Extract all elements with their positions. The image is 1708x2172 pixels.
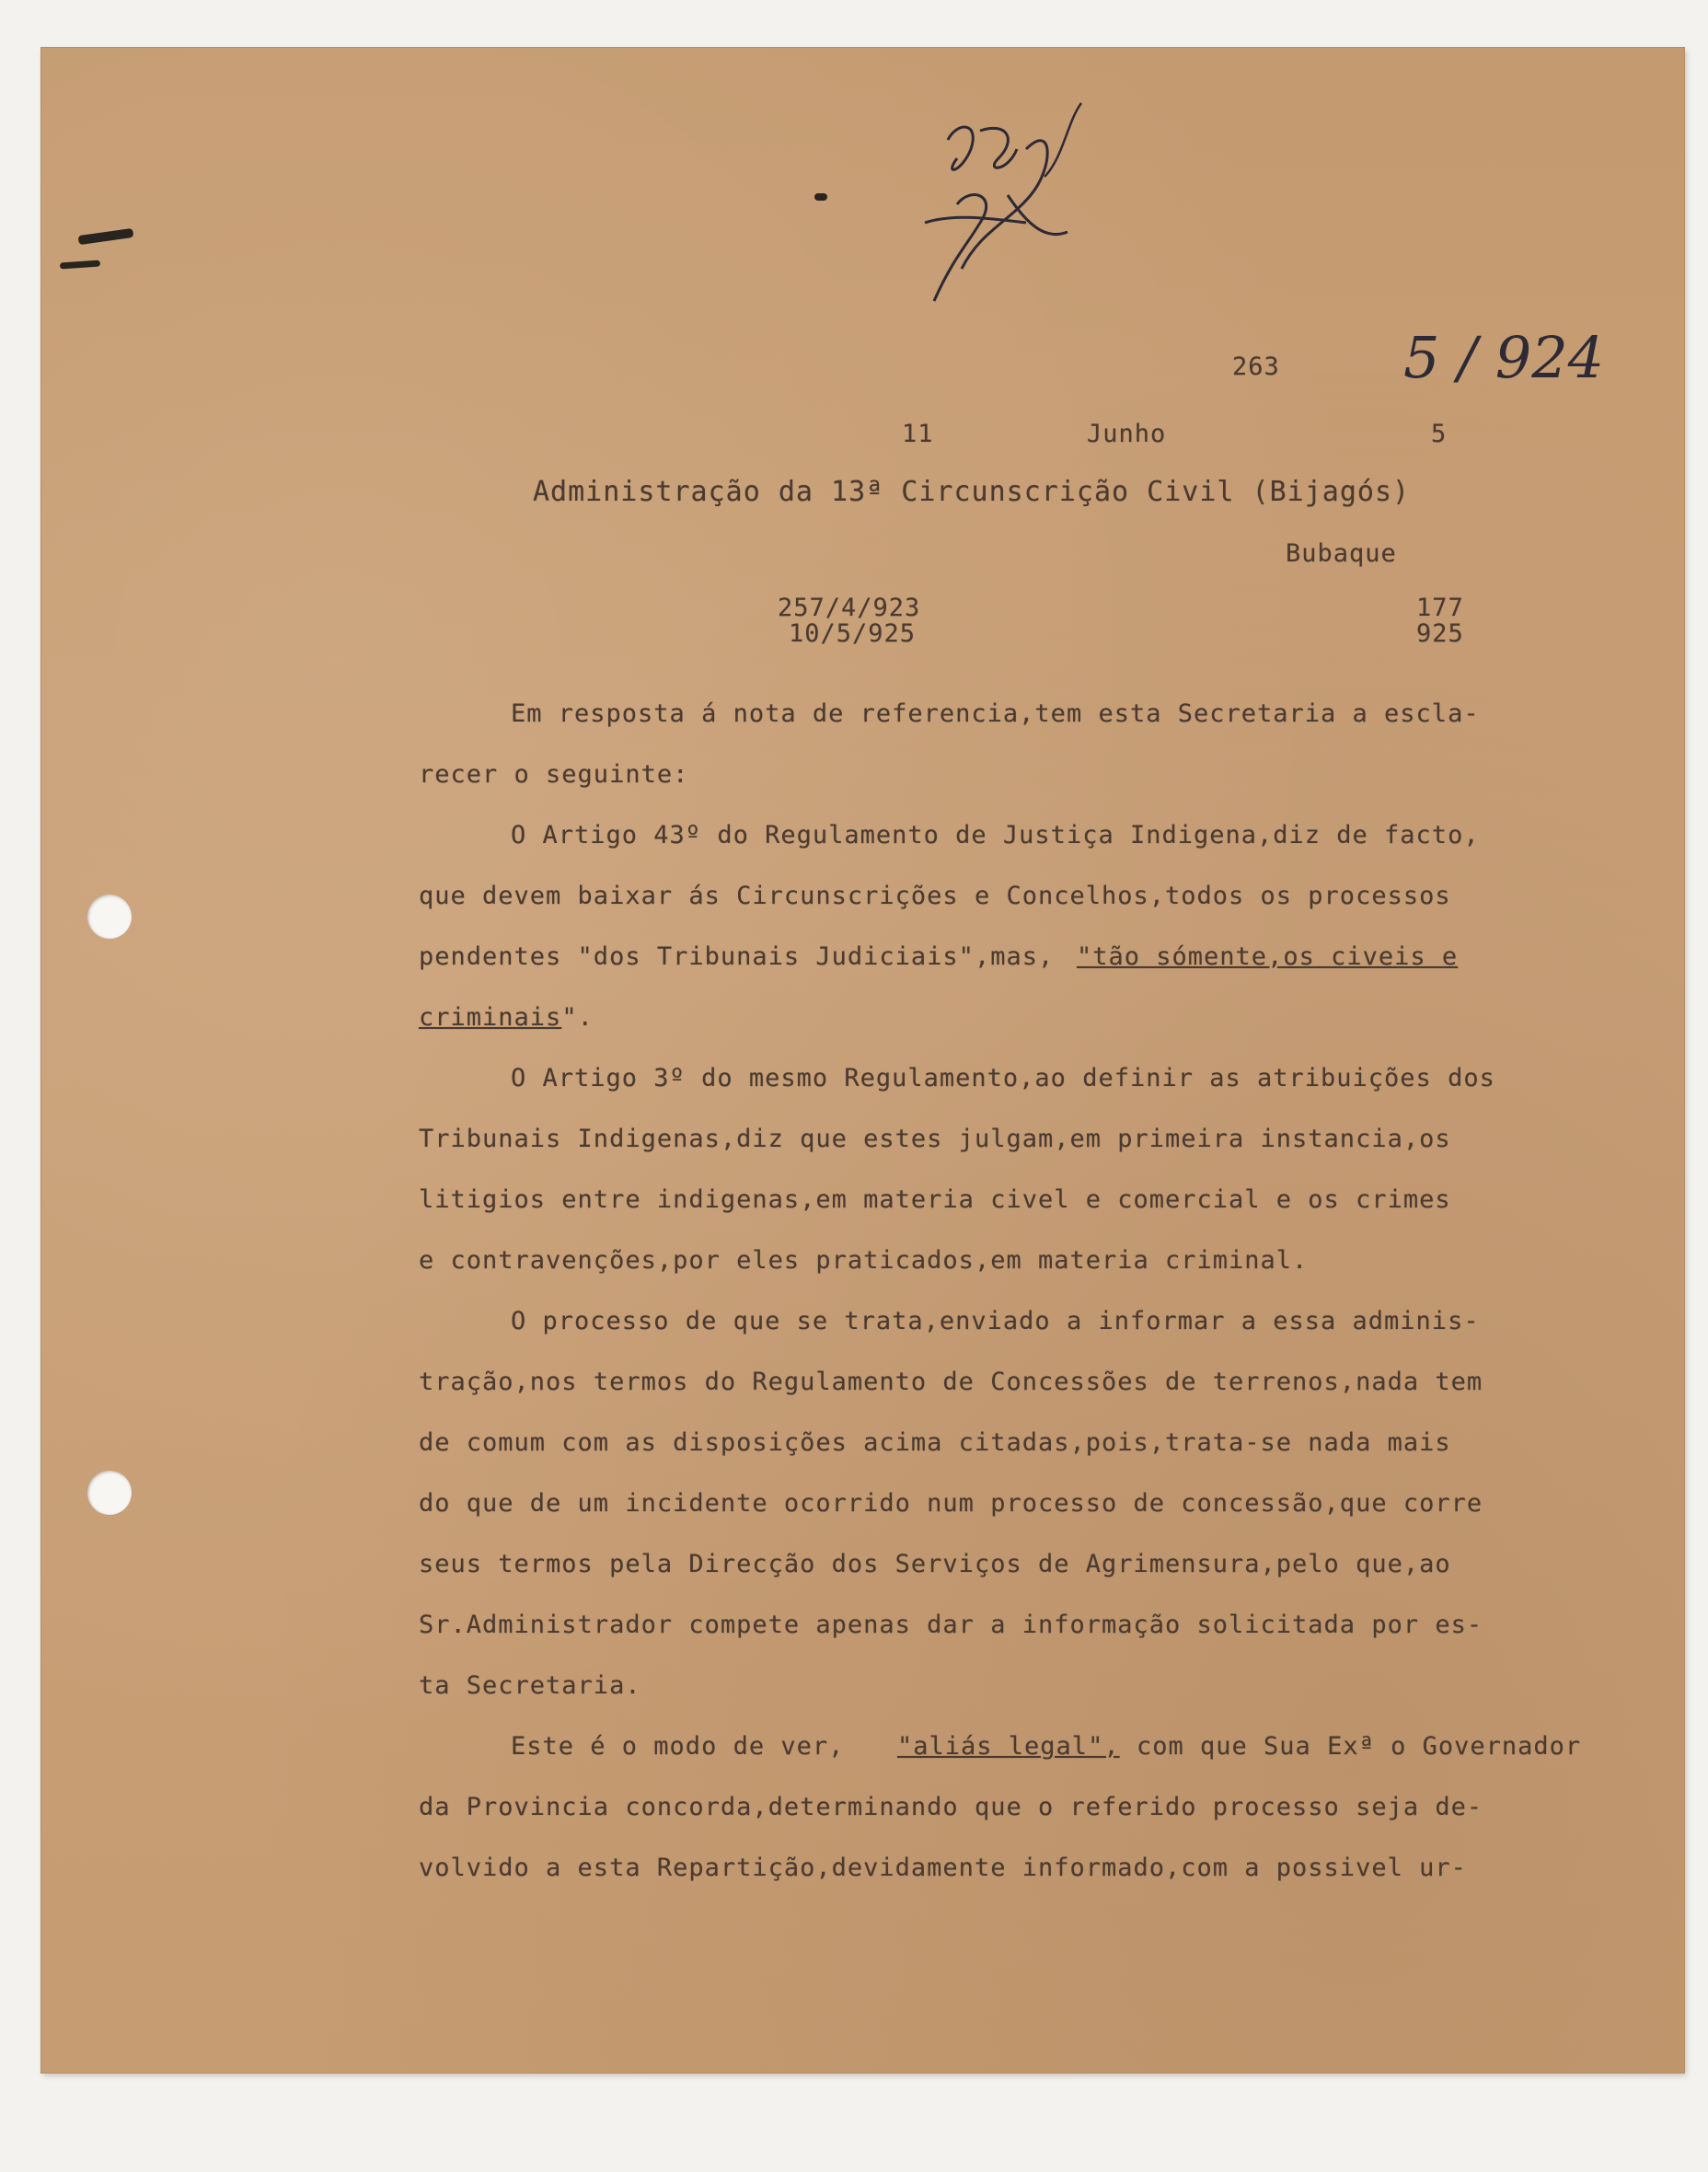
body-line: O Artigo 43º do Regulamento de Justiça Indigena,diz de facto, <box>511 821 1480 849</box>
folio-number: 263 <box>1232 352 1280 381</box>
date-month: Junho <box>1087 420 1167 448</box>
place: Bubaque <box>1286 539 1397 568</box>
reference-left-1: 257/4/923 <box>778 594 921 622</box>
body-line: litigios entre indigenas,em materia civel e comercial e os crimes <box>419 1185 1451 1214</box>
body-line: do que de um incidente ocorrido num processo de concessão,que corre <box>419 1489 1483 1518</box>
body-line: pendentes "dos Tribunais Judiciais",mas, <box>419 942 1055 971</box>
body-line: Este é o modo de ver, <box>511 1732 845 1761</box>
underlined-phrase: "tão sómente,os civeis e <box>1077 942 1459 971</box>
punch-hole-bottom <box>87 1471 132 1515</box>
handwritten-reference: 5 / 924 <box>1403 324 1605 391</box>
body-line: de comum com as disposições acima citadas,pois,trata-se nada mais <box>419 1428 1451 1457</box>
body-fragment: ". <box>561 1003 594 1032</box>
body-line: volvido a esta Repartição,devidamente informado,com a possivel ur- <box>419 1854 1467 1882</box>
body-line: O processo de que se trata,enviado a informar a essa adminis- <box>511 1307 1480 1335</box>
body-line: Tribunais Indigenas,diz que estes julgam,em primeira instancia,os <box>419 1125 1451 1153</box>
date-day: 11 <box>902 420 934 448</box>
reference-left-2: 10/5/925 <box>789 619 917 648</box>
body-line: ta Secretaria. <box>419 1671 641 1700</box>
reference-right-2: 925 <box>1416 619 1464 648</box>
number-right: 5 <box>1431 420 1448 448</box>
body-line: que devem baixar ás Circunscrições e Concelhos,todos os processos <box>419 882 1451 910</box>
body-line: Em resposta á nota de referencia,tem esta Secretaria a escla- <box>511 699 1480 728</box>
body-line: tração,nos termos do Regulamento de Concessões de terrenos,nada tem <box>419 1368 1483 1396</box>
body-line: com que Sua Exª o Governador <box>1137 1732 1582 1761</box>
handwritten-signature <box>870 85 1109 342</box>
ink-mark <box>814 193 827 201</box>
body-line: Sr.Administrador compete apenas dar a informação solicitada por es- <box>419 1611 1483 1639</box>
body-line <box>419 1002 594 1034</box>
punch-hole-top <box>87 895 132 939</box>
body-line: da Provincia concorda,determinando que o referido processo seja de- <box>419 1793 1483 1821</box>
addressee: Administração da 13ª Circunscrição Civil (Bijagós) <box>533 476 1411 508</box>
underlined-word: criminais <box>419 1003 562 1032</box>
body-line: recer o seguinte: <box>419 760 689 789</box>
body-line: O Artigo 3º do mesmo Regulamento,ao definir as atribuições dos <box>511 1064 1495 1092</box>
document-sheet <box>41 48 1684 2073</box>
reference-right-1: 177 <box>1416 594 1464 622</box>
body-line: seus termos pela Direcção dos Serviços de Agrimensura,pelo que,ao <box>419 1550 1451 1578</box>
underlined-phrase: "aliás legal", <box>897 1732 1120 1761</box>
ink-mark <box>78 228 134 245</box>
body-line: e contravenções,por eles praticados,em materia criminal. <box>419 1246 1309 1275</box>
ink-mark <box>60 260 100 269</box>
